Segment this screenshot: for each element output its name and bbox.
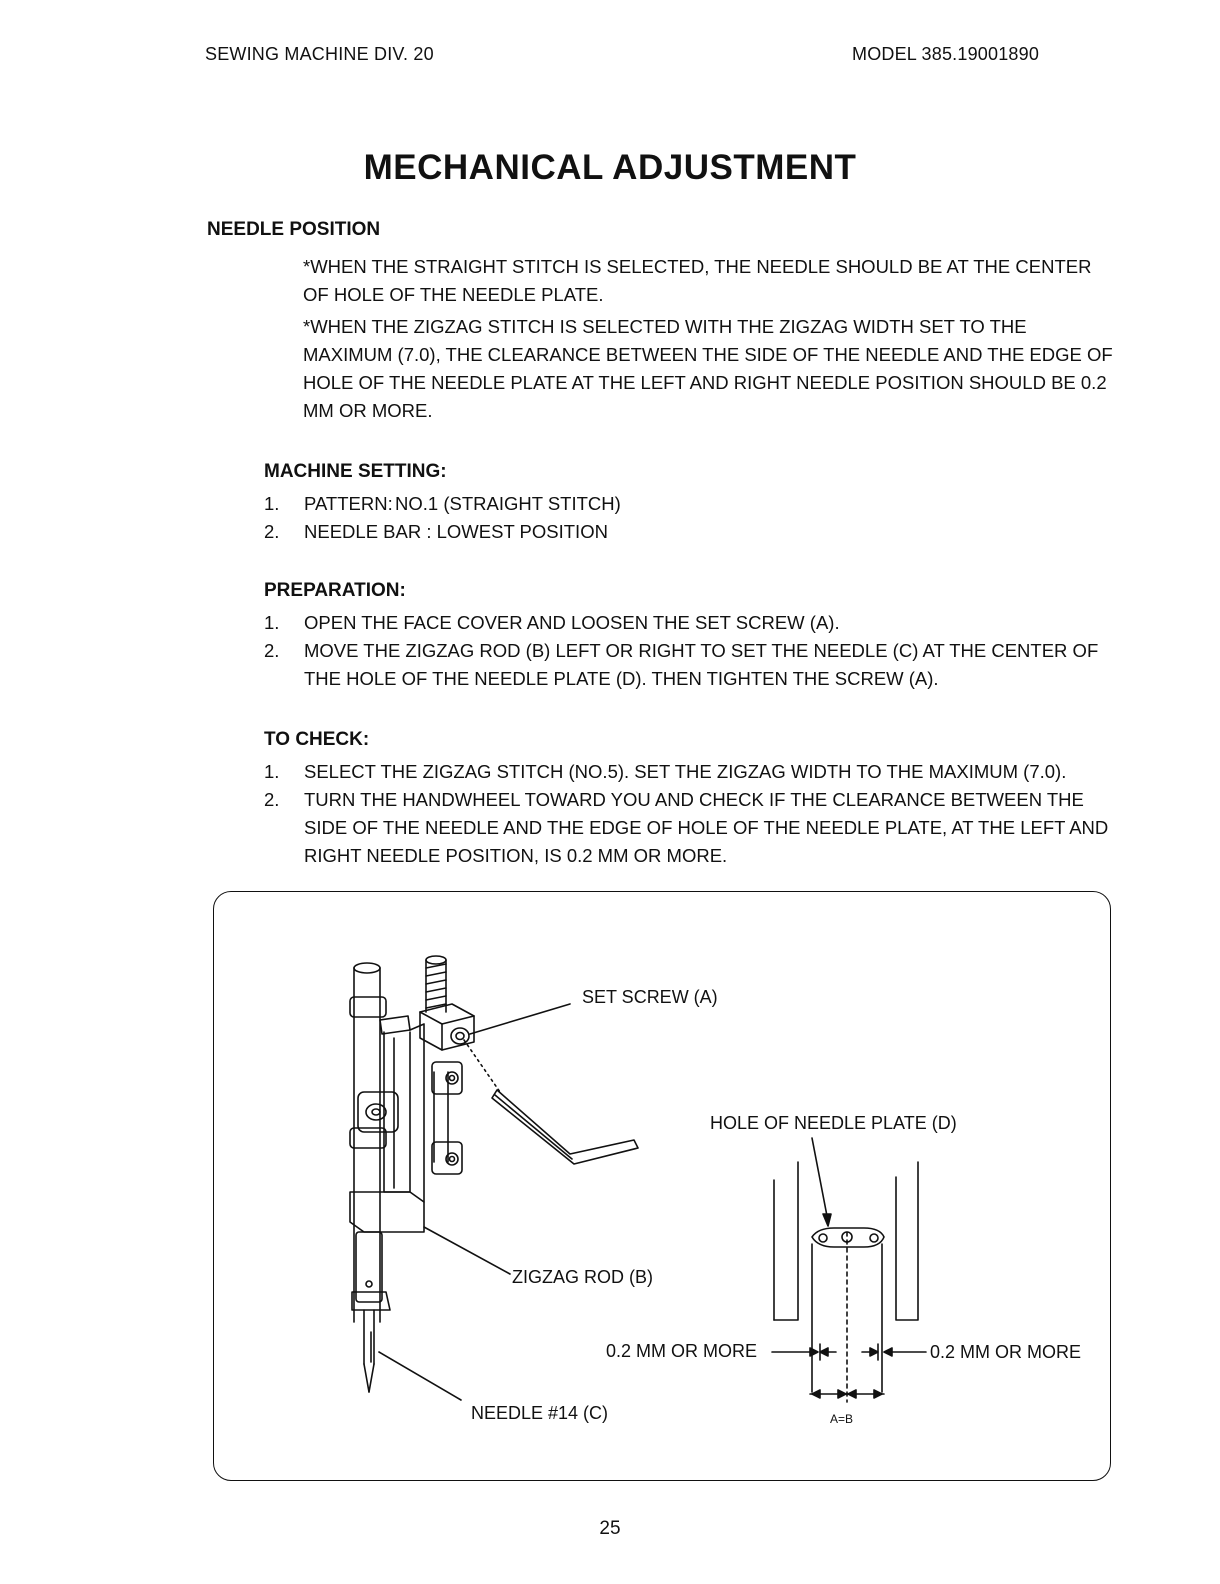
list-text: TURN THE HANDWHEEL TOWARD YOU AND CHECK IF THE CLEARANCE BETWEEN THE SIDE OF THE NEEDLE AND THE EDGE OF HOLE OF THE NEEDLE PLATE, AT THE LEFT AND RIGHT NEEDLE POSITION, IS 0.2 MM OR MORE. (304, 789, 1109, 866)
list-text: MOVE THE ZIGZAG ROD (B) LEFT OR RIGHT TO SET THE NEEDLE (C) AT THE CENTER OF THE HOLE OF THE NEEDLE PLATE (D). THEN TIGHTEN THE SCREW (A). (304, 640, 1099, 689)
set-screw-label: SET SCREW (A) (582, 987, 718, 1007)
header-division: SEWING MACHINE DIV. 20 (205, 44, 434, 64)
hole-label: HOLE OF NEEDLE PLATE (D) (710, 1113, 957, 1133)
collar-drawing (420, 1004, 474, 1174)
pattern-label: PATTERN: (304, 493, 393, 514)
clearance-arrows-drawing (772, 1344, 926, 1398)
equality-label: A=B (830, 1412, 854, 1426)
needle-adjustment-figure (213, 891, 1111, 1481)
page-title: MECHANICAL ADJUSTMENT (363, 148, 857, 187)
list-item (264, 609, 1114, 637)
list-number: 2. (264, 521, 280, 542)
needle-position-para-1: *WHEN THE STRAIGHT STITCH IS SELECTED, THE NEEDLE SHOULD BE AT THE CENTER OF HOLE OF THE NEEDLE PLATE. (303, 256, 1092, 305)
list-number: 1. (264, 612, 280, 633)
list-number: 2. (264, 640, 280, 661)
mechanism-drawing (214, 892, 1112, 1482)
wrench-guide-line (464, 1040, 500, 1092)
list-item (264, 758, 1114, 786)
zigzag-rod-drawing (426, 956, 448, 1162)
list-number: 2. (264, 789, 280, 810)
list-item (264, 637, 1114, 693)
allen-wrench-drawing (492, 1090, 638, 1164)
clearance-right-label: 0.2 MM OR MORE (930, 1342, 1082, 1362)
list-item (264, 786, 1114, 870)
page-number: 25 (599, 1518, 621, 1539)
hole-leader-arrowhead (823, 1214, 831, 1226)
list-number: 1. (264, 493, 280, 514)
list-number: 1. (264, 761, 280, 782)
preparation-heading: PREPARATION: (264, 580, 406, 601)
zigzag-rod-label: ZIGZAG ROD (B) (512, 1267, 653, 1287)
list-text: SELECT THE ZIGZAG STITCH (NO.5). SET THE ZIGZAG WIDTH TO THE MAXIMUM (7.0). (304, 761, 1067, 782)
needle-bar-frame-drawing (350, 1016, 424, 1232)
needle-position-para-2: *WHEN THE ZIGZAG STITCH IS SELECTED WITH THE ZIGZAG WIDTH SET TO THE MAXIMUM (7.0), THE CLEARANCE BETWEEN THE SIDE OF THE NEEDLE AND THE EDGE OF HOLE OF THE NEEDLE PLATE AT THE LEFT AND RIGHT NEEDLE POSITION SHOULD BE 0.2 MM OR MORE. (303, 316, 1113, 421)
list-text: NEEDLE BAR : LOWEST POSITION (304, 521, 608, 542)
needle-label: NEEDLE #14 (C) (471, 1403, 609, 1423)
pattern-value: NO.1 (STRAIGHT STITCH) (395, 493, 621, 514)
to-check-heading: TO CHECK: (264, 729, 370, 750)
zigzag-rod-leader (424, 1227, 510, 1274)
needle-position-heading: NEEDLE POSITION (207, 219, 381, 240)
hole-leader (812, 1138, 827, 1216)
list-item (264, 518, 1114, 546)
to-check-list (264, 758, 1114, 870)
needle-clamp-drawing (352, 1232, 390, 1392)
needle-leader (379, 1352, 461, 1400)
machine-setting-heading: MACHINE SETTING: (264, 461, 447, 482)
set-screw-leader (470, 1004, 570, 1034)
preparation-list (264, 609, 1114, 693)
list-item (264, 490, 1114, 518)
list-text: OPEN THE FACE COVER AND LOOSEN THE SET SCREW (A). (304, 612, 840, 633)
machine-setting-list (264, 490, 1114, 546)
clearance-left-label: 0.2 MM OR MORE (606, 1341, 758, 1361)
header-model: MODEL 385.19001890 (852, 44, 1040, 64)
needle-plate-detail-drawing (774, 1162, 918, 1402)
